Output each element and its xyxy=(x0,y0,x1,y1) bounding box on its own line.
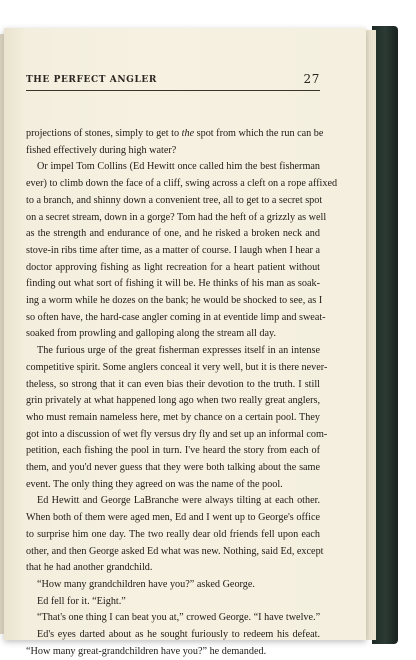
text-line: “That's one thing I can beat you at,” crowed George. “I have twelve.” xyxy=(37,612,321,624)
text-line: them, and you'd never guess that they were both talking about the same xyxy=(26,462,320,474)
running-title: THE PERFECT ANGLER xyxy=(26,75,157,85)
text-line: on a secret stream, down in a gorge? Tom had the heft of a grizzly as well xyxy=(26,211,327,223)
text-line: grin privately at what happened long ago when two really great anglers, xyxy=(26,395,320,407)
text-line: got into a discussion of wet fly versus dry fly and set up an informal com- xyxy=(26,428,328,440)
text-line: Ed Hewitt and George LaBranche were always tilting at each other. xyxy=(37,495,320,507)
text-line: soaked from prowling and galloping along the stream all day. xyxy=(26,328,277,340)
text-line: to surprise him one day. The two really dear old friends fell upon each xyxy=(26,528,320,540)
text-line: stove-in ribs time after time, as a matter of course. I laugh when I hear a xyxy=(26,244,320,256)
text-line: finding out what sort of fishing it will be. He thinks of his man as soak- xyxy=(26,278,320,290)
text-line: Ed fell for it. “Eight.” xyxy=(37,595,126,607)
text-line: doctor approving fishing as light recreation for a heart patient without xyxy=(26,261,320,273)
text-line: event. The only thing they agreed on was the name of the pool. xyxy=(26,478,283,490)
text-line: ever) to climb down the face of a cliff, swing across a cleft on a rope affixed xyxy=(26,178,338,190)
text-line: other, and then George asked Ed what was new. Nothing, said Ed, except xyxy=(26,545,324,557)
text-line: that he had another grandchild. xyxy=(26,562,153,574)
text-line: competitive spirit. Some anglers conceal it very well, but it is there never- xyxy=(26,361,328,373)
running-head xyxy=(26,72,320,88)
header-rule xyxy=(26,90,320,91)
text-line: who must remain nameless here, met by chance on a certain pool. They xyxy=(26,411,320,423)
page-number: 27 xyxy=(303,72,320,86)
text-line: ing a worm while he dozes on the bank; he would be shocked to see, as I xyxy=(26,295,323,307)
text-line: theless, so strong that it can even bias their devotion to the truth. I still xyxy=(26,378,320,390)
body-text xyxy=(26,126,338,660)
text-line: petition, each fishing the pool in turn. I've heard the story from each of xyxy=(26,445,320,457)
text-line: The furious urge of the great fisherman expresses itself in an intense xyxy=(37,345,320,357)
text-line: Ed's eyes darted about as he sought furiously to redeem his defeat. xyxy=(37,629,320,641)
text-line: Or impel Tom Collins (Ed Hewitt once called him the best fisherman xyxy=(37,161,320,173)
text-line: “How many great-grandchildren have you?” he demanded. xyxy=(26,645,267,657)
text-line: “How many grandchildren have you?” asked George. xyxy=(37,578,255,590)
text-line: as the strength and endurance of one, and he risked a broken neck and xyxy=(26,228,320,240)
text-line: When both of them were aged men, Ed and I went up to George's office xyxy=(26,512,320,524)
text-line: so often have, the hard-case angler coming in at eventide limp and sweat- xyxy=(26,311,326,323)
text-line: to a branch, and shinny down a convenient tree, all to get to a secret spot xyxy=(26,194,323,206)
text-line: projections of stones, simply to get to the spot from which the run can be xyxy=(26,128,324,139)
text-line: fished effectively during high water? xyxy=(26,144,177,156)
